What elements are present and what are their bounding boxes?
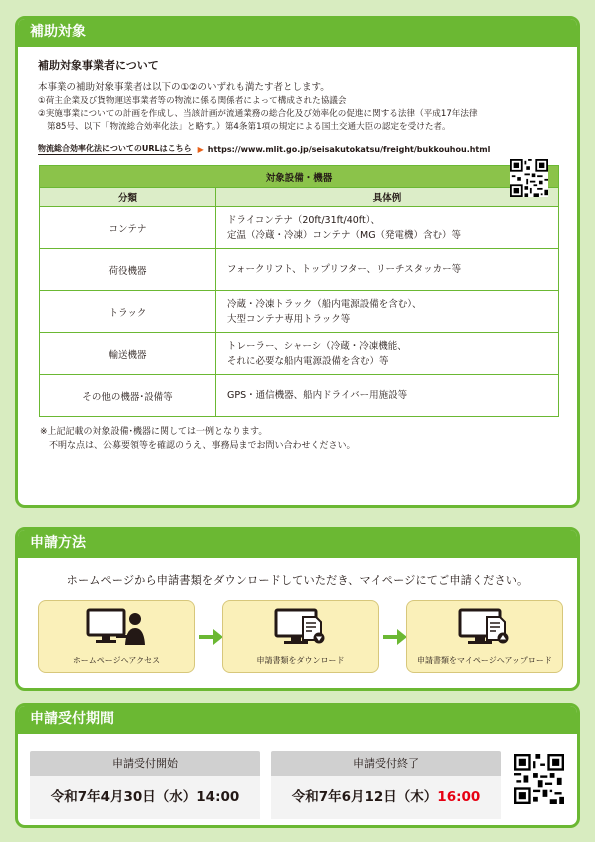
condition-1: ①荷主企業及び貨物運送事業者等の物流に係る関係者によって構成された協議会 — [38, 96, 347, 106]
table-cell-category: 荷役機器 — [40, 249, 216, 291]
table-cell-category: 輸送機器 — [40, 333, 216, 375]
table-cell-example — [216, 249, 559, 291]
eligible-entities-heading: 補助対象事業者について — [38, 59, 159, 72]
step-upload-mypage — [406, 600, 563, 673]
step-caption: 申請書類をダウンロード — [256, 656, 345, 665]
period-start-label: 申請受付開始 — [30, 751, 260, 776]
step-download-documents — [222, 600, 379, 673]
application-method-panel — [15, 527, 580, 691]
example-line: トレーラー、シャーシ（冷蔵・冷凍機能、 — [227, 340, 407, 352]
example-line: それに必要な船内電源設備を含む）等 — [227, 355, 389, 367]
download-document-icon — [270, 607, 332, 651]
period-start-value: 令和7年4月30日（水）14:00 — [30, 776, 260, 819]
period-end — [271, 751, 501, 827]
example-line: 定温（冷蔵・冷凍）コンテナ（MG（発電機）含む）等 — [227, 229, 462, 241]
example-line: ドライコンテナ（20ft/31ft/40ft）、 — [227, 214, 380, 226]
law-url-link[interactable]: https://www.mlit.go.jp/seisakutokatsu/freight/bukkouhou.html — [207, 144, 491, 154]
table-row — [40, 375, 559, 417]
equipment-note — [38, 425, 559, 453]
example-column-header: 具体例 — [216, 188, 559, 207]
period-end-time: 16:00 — [437, 789, 481, 805]
step-caption: 申請書類をマイページへアップロード — [417, 656, 552, 665]
table-row — [40, 291, 559, 333]
application-steps — [18, 600, 577, 690]
example-line: 大型コンテナ専用トラック等 — [227, 313, 351, 325]
url-label: 物流総合効率化法についてのURLはこちら — [38, 144, 192, 153]
qr-code-icon[interactable] — [514, 754, 564, 804]
table-cell-category: その他の機器･設備等 — [40, 375, 216, 417]
triangle-right-icon: ▶ — [197, 144, 204, 154]
table-cell-example — [216, 207, 559, 249]
note-line-1: ※上記記載の対象設備･機器に関しては一例となります。 — [40, 427, 268, 437]
chevron-right-icon — [199, 628, 223, 646]
step-caption: ホームページへアクセス — [72, 656, 161, 665]
example-line: GPS・通信機器、船内ドライバー用施設等 — [227, 390, 408, 401]
table-row — [40, 249, 559, 291]
application-period-header: 申請受付期間 — [18, 706, 577, 734]
table-cell-category: コンテナ — [40, 207, 216, 249]
table-row — [40, 207, 559, 249]
application-method-lead: ホームページから申請書類をダウンロードしていただき、マイページにてご申請ください。 — [66, 574, 529, 587]
upload-document-icon — [454, 607, 516, 651]
period-end-value — [271, 776, 501, 819]
table-row — [40, 333, 559, 375]
example-line: 冷蔵・冷凍トラック（船内電源設備を含む）、 — [227, 298, 422, 310]
application-method-header: 申請方法 — [18, 530, 577, 558]
category-column-header: 分類 — [40, 188, 216, 207]
url-row — [38, 143, 559, 155]
application-period-panel — [15, 703, 580, 828]
table-cell-category: トラック — [40, 291, 216, 333]
period-end-date: 令和7年6月12日（木） — [291, 789, 438, 805]
eligibility-intro: 本事業の補助対象事業者は以下の①②のいずれも満たす者とします。 — [38, 82, 330, 93]
user-computer-icon — [86, 607, 148, 651]
step-access-homepage — [38, 600, 195, 673]
equipment-table-title: 対象設備・機器 — [40, 166, 559, 188]
condition-2-line1: ②実施事業についての計画を作成し、当該計画が流通業務の総合化及び効率化の促進に関する法律（平成17年法律 — [38, 109, 478, 119]
table-cell-example — [216, 375, 559, 417]
condition-2-line2: 第85号、以下「物流総合効率化法」と略す。）第4条第1項の規定による国土交通大臣の認定を受けた者。 — [47, 122, 451, 132]
qr-code-icon[interactable] — [510, 159, 548, 197]
period-start — [30, 751, 260, 827]
example-line: フォークリフト、トップリフター、リーチスタッカー等 — [227, 264, 462, 275]
period-end-label: 申請受付終了 — [271, 751, 501, 776]
eligibility-header: 補助対象 — [18, 19, 577, 47]
chevron-right-icon — [383, 628, 407, 646]
table-cell-example — [216, 333, 559, 375]
equipment-table — [39, 165, 559, 417]
table-cell-example — [216, 291, 559, 333]
note-line-2: 不明な点は、公募要領等を確認のうえ、事務局までお問い合わせください。 — [49, 441, 356, 451]
eligibility-panel — [15, 16, 580, 508]
